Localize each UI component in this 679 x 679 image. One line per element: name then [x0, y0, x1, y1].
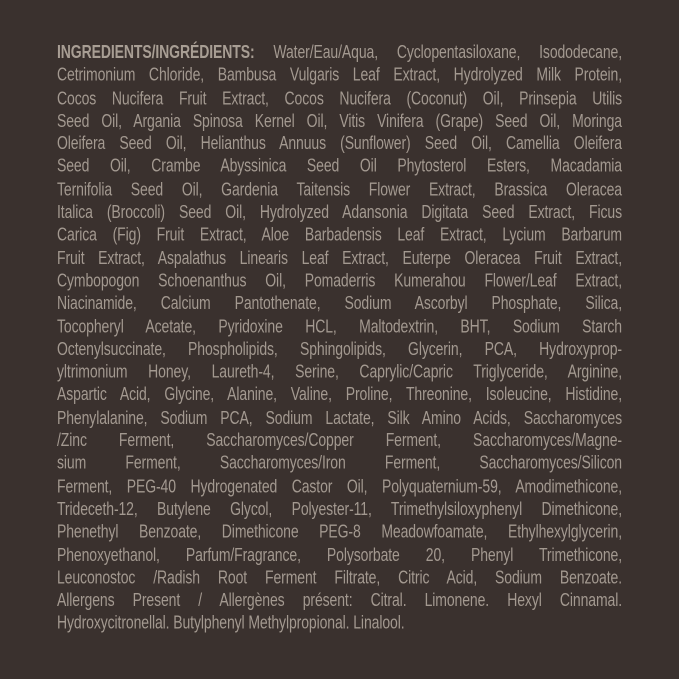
- ingredient-line: Niacinamide, Calcium Pantothenate, Sodium Ascorbyl Phosphate, Silica,: [57, 292, 622, 314]
- ingredient-line: Ferment, PEG-40 Hydrogenated Castor Oil, Polyquaternium-59, Amodimethicone,: [57, 474, 622, 496]
- ingredient-line: Phenethyl Benzoate, Dimethicone PEG-8 Meadowfoamate, Ethylhexylglycerin,: [57, 520, 622, 542]
- ingredient-line: Carica (Fig) Fruit Extract, Aloe Barbadensis Leaf Extract, Lycium Barbarum: [57, 223, 622, 245]
- ingredient-line: Fruit Extract, Aspalathus Linearis Leaf Extract, Euterpe Oleracea Fruit Extract,: [57, 246, 622, 268]
- ingredient-line: Ternifolia Seed Oil, Gardenia Taitensis Flower Extract, Brassica Oleracea: [57, 177, 622, 200]
- ingredient-line: Cetrimonium Chloride, Bambusa Vulgaris Leaf Extract, Hydrolyzed Milk Protein,: [57, 63, 622, 85]
- ingredient-line-text: Water/Eau/Aqua, Cyclopentasiloxane, Isododecane,: [254, 41, 622, 63]
- ingredient-line: Cymbopogon Schoenanthus Oil, Pomaderris Kumerahou Flower/Leaf Extract,: [57, 269, 622, 291]
- ingredient-line: yltrimonium Honey, Laureth-4, Serine, Caprylic/Capric Triglyceride, Arginine,: [57, 360, 622, 382]
- ingredient-line: Aspartic Acid, Glycine, Alanine, Valine, Proline, Threonine, Isoleucine, Histidine,: [57, 383, 622, 405]
- ingredient-line: Phenylalanine, Sodium PCA, Sodium Lactate, Silk Amino Acids, Saccharomyces: [57, 406, 622, 428]
- ingredient-line: Oleifera Seed Oil, Helianthus Annuus (Sunflower) Seed Oil, Camellia Oleifera: [57, 132, 622, 154]
- ingredient-line: Seed Oil, Argania Spinosa Kernel Oil, Vitis Vinifera (Grape) Seed Oil, Moringa: [57, 109, 622, 131]
- ingredient-line: /Zinc Ferment, Saccharomyces/Copper Ferment, Saccharomyces/Magne-: [57, 429, 622, 451]
- ingredient-line: Tocopheryl Acetate, Pyridoxine HCL, Maltodextrin, BHT, Sodium Starch: [57, 314, 622, 337]
- ingredients-heading: INGREDIENTS/INGRÉDIENTS:: [57, 41, 255, 63]
- ingredient-line: Italica (Broccoli) Seed Oil, Hydrolyzed Adansonia Digitata Seed Extract, Ficus: [57, 200, 622, 222]
- ingredient-line: Trideceth-12, Butylene Glycol, Polyester-11, Trimethylsiloxyphenyl Dimethicone,: [57, 497, 622, 519]
- ingredient-line: Allergens Present / Allergènes présent: Citral. Limonene. Hexyl Cinnamal.: [57, 588, 622, 611]
- ingredient-line: Hydroxycitronellal. Butylphenyl Methylpropional. Linalool.: [57, 611, 405, 633]
- ingredient-line: [57, 41, 622, 64]
- ingredient-line: Cocos Nucifera Fruit Extract, Cocos Nucifera (Coconut) Oil, Prinsepia Utilis: [57, 86, 622, 108]
- ingredient-line: Leuconostoc /Radish Root Ferment Filtrate, Citric Acid, Sodium Benzoate.: [57, 566, 622, 588]
- ingredient-line: Octenylsuccinate, Phospholipids, Sphingolipids, Glycerin, PCA, Hydroxyprop-: [57, 337, 622, 359]
- ingredient-line: Seed Oil, Crambe Abyssinica Seed Oil Phytosterol Esters, Macadamia: [57, 155, 622, 177]
- ingredient-line: sium Ferment, Saccharomyces/Iron Ferment, Saccharomyces/Silicon: [57, 451, 622, 474]
- ingredients-text-block: [57, 41, 622, 635]
- ingredient-line: Phenoxyethanol, Parfum/Fragrance, Polysorbate 20, Phenyl Trimethicone,: [57, 543, 622, 565]
